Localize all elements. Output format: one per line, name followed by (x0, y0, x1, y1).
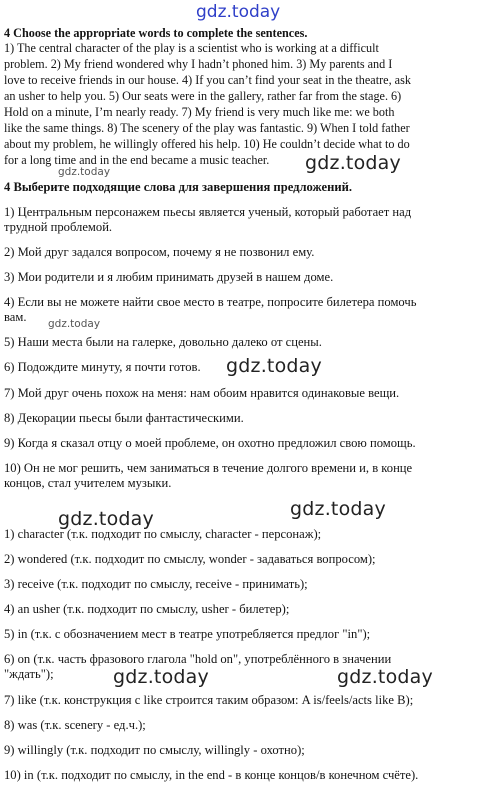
task-ru-line: 4) Если вы не можете найти свое место в театре, попросите билетера помочь (4, 295, 417, 309)
watermark: gdz.today (226, 355, 322, 377)
task-en-line: like the same things. 8) The scenery of the play was fantastic. 9) When I told father (4, 121, 410, 135)
task-en-line: problem. 2) My friend wondered why I hadn’t phoned him. 3) My parents and I (4, 57, 393, 71)
answer-line: 5) in (т.к. с обозначением мест в театре употребляется предлог "in"); (4, 627, 371, 641)
task-ru-line: 2) Мой друг задался вопросом, почему я не позвонил ему. (4, 245, 315, 259)
task-en-heading: 4 Choose the appropriate words to complete the sentences. (4, 26, 308, 40)
task-en-line: for a long time and in the end became a music teacher. (4, 153, 270, 167)
answer-line: 4) an usher (т.к. подходит по смыслу, usher - билетер); (4, 602, 290, 616)
answer-line: 2) wondered (т.к. подходит по смыслу, wonder - задаваться вопросом); (4, 552, 376, 566)
watermark: gdz.today (337, 666, 433, 688)
task-ru-line: 3) Мои родители и я любим принимать друзей в нашем доме. (4, 270, 334, 284)
task-ru-line: трудной проблемой. (4, 220, 113, 234)
watermark: gdz.today (58, 166, 111, 178)
answer-line: "ждать"); (4, 667, 54, 681)
answer-line: 6) on (т.к. часть фразового глагола "hold on", употреблённого в значении (4, 652, 392, 666)
task-en-line: an usher to help you. 5) Our seats were in the gallery, rather far from the stage. 6) (4, 89, 402, 103)
task-en-line: 1) The central character of the play is a scientist who is working at a difficult (4, 41, 379, 55)
watermark: gdz.today (48, 318, 101, 330)
answer-line: 8) was (т.к. scenery - ед.ч.); (4, 718, 146, 732)
watermark: gdz.today (196, 2, 281, 22)
watermark: gdz.today (290, 498, 386, 520)
watermark: gdz.today (113, 666, 209, 688)
task-ru-line: 10) Он не мог решить, чем заниматься в течение долгого времени и, в конце (4, 461, 413, 475)
answer-line: 9) willingly (т.к. подходит по смыслу, willingly - охотно); (4, 743, 305, 757)
task-ru-line: 1) Центральным персонажем пьесы является ученый, который работает над (4, 205, 412, 219)
task-ru-line: 6) Подождите минуту, я почти готов. (4, 360, 201, 374)
answer-line: 3) receive (т.к. подходит по смыслу, receive - принимать); (4, 577, 308, 591)
task-en-line: about my problem, he willingly offered his help. 10) He couldn’t decide what to do (4, 137, 410, 151)
task-ru-line: вам. (4, 310, 27, 324)
watermark: gdz.today (305, 152, 401, 174)
watermark: gdz.today (58, 508, 154, 530)
answer-line: 1) character (т.к. подходит по смыслу, character - персонаж); (4, 527, 322, 541)
task-ru-line: 5) Наши места были на галерке, довольно далеко от сцены. (4, 335, 322, 349)
task-en-line: Hold on a minute, I’m nearly ready. 7) My friend is very much like me: we both (4, 105, 395, 119)
task-ru-line: концов, стал учителем музыки. (4, 476, 172, 490)
answer-line: 10) in (т.к. подходит по смыслу, in the end - в конце концов/в конечном счёте). (4, 768, 419, 782)
answer-line: 7) like (т.к. конструкция с like строится таким образом: A is/feels/acts like B); (4, 693, 414, 707)
task-ru-line: 7) Мой друг очень похож на меня: нам обоим нравится одинаковые вещи. (4, 386, 400, 400)
task-ru-line: 8) Декорации пьесы были фантастическими. (4, 411, 244, 425)
task-ru-heading: 4 Выберите подходящие слова для завершения предложений. (4, 180, 353, 194)
task-ru-line: 9) Когда я сказал отцу о моей проблеме, он охотно предложил свою помощь. (4, 436, 416, 450)
task-en-line: love to receive friends in our house. 4) If you can’t find your seat in the theatre, ask (4, 73, 411, 87)
